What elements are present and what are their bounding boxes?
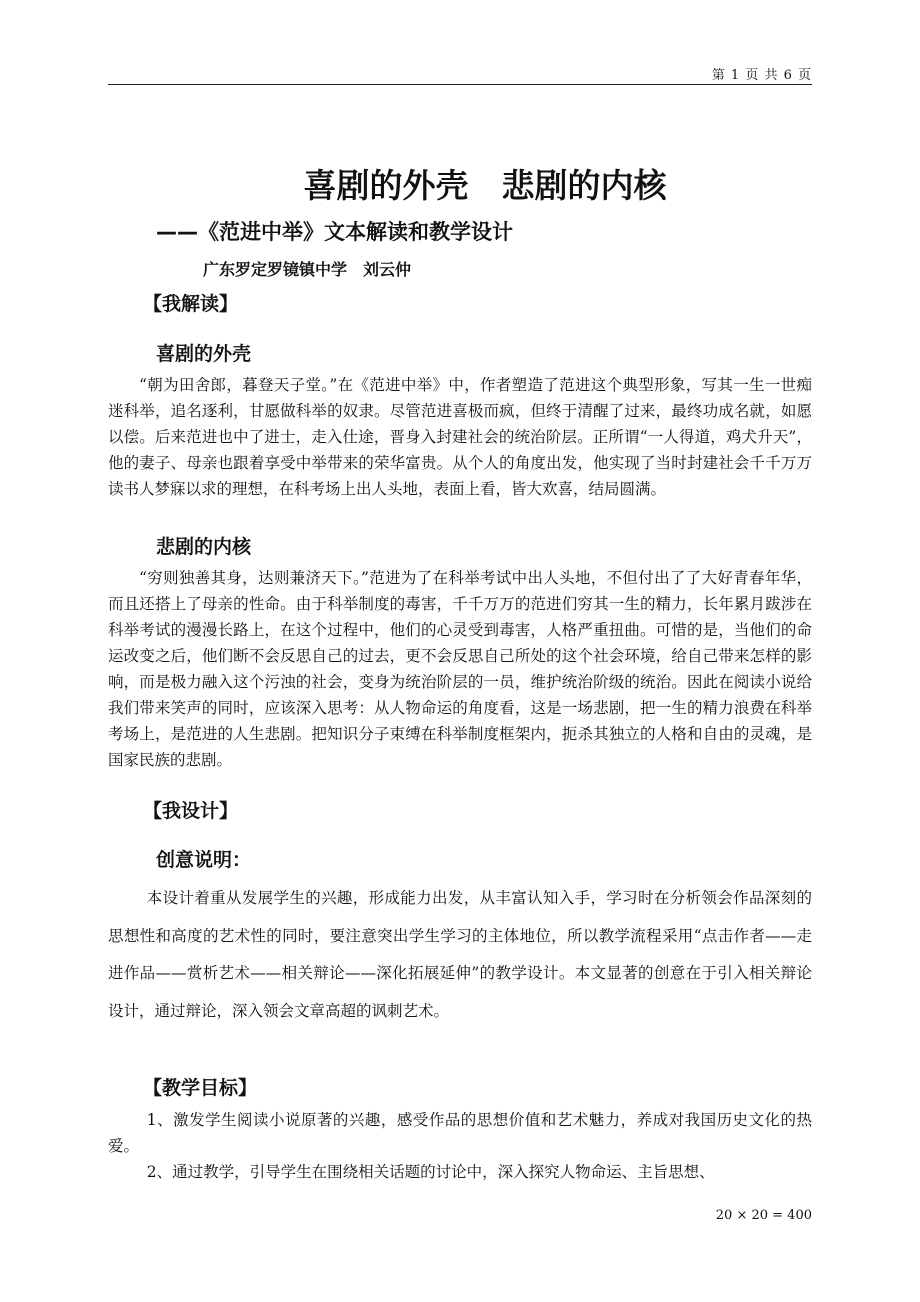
author-line: 广东罗定罗镜镇中学 刘云仲 [203, 260, 412, 279]
section-interpretation: 【我解读】 [143, 293, 239, 315]
document-subtitle: ——《范进中举》文本解读和教学设计 [156, 220, 513, 244]
goal-item-1: 1、激发学生阅读小说原著的兴趣，感受作品的思想价值和艺术魅力，养成对我国历史文化的热爱。 [108, 1111, 812, 1155]
page-indicator: 第 1 页 共 6 页 [711, 68, 812, 83]
paragraph-idea: 本设计着重从发展学生的兴趣，形成能力出发，从丰富认知入手，学习时在分析领会作品深刻的思想性和高度的艺术性的同时，要注意突出学生学习的主体地位，所以教学流程采用“点击作者——走进作品——赏析艺术——相关辩论——深化拓展延伸”的教学设计。本文显著的创意在于引入相关辩论设计，通过辩论，深入领会文章高超的讽刺艺术。 [108, 889, 812, 1020]
section-design: 【我设计】 [143, 800, 239, 822]
heading-tragedy: 悲剧的内核 [156, 536, 252, 558]
paragraph-comedy: “朝为田舍郎，暮登天子堂。”在《范进中举》中，作者塑造了范进这个典型形象，写其一生一世痴迷科举，追名逐利，甘愿做科举的奴隶。尽管范进喜极而疯，但终于清醒了过来，最终功成名就，如愿以偿。后来范进也中了进士，走入仕途，晋身入封建社会的统治阶层。正所谓“一人得道，鸡犬升天”，他的妻子、母亲也跟着享受中举带来的荣华富贵。从个人的角度出发，他实现了当时封建社会千千万万读书人梦寐以求的理想，在科考场上出人头地，表面上看，皆大欢喜，结局圆满。 [108, 376, 812, 498]
heading-comedy: 喜剧的外壳 [156, 343, 252, 365]
section-goals: 【教学目标】 [143, 1077, 258, 1099]
paragraph-tragedy: “穷则独善其身，达则兼济天下。”范进为了在科举考试中出人头地，不但付出了了大好青春年华，而且还搭上了母亲的性命。由于科举制度的毒害，千千万万的范进们穷其一生的精力，长年累月跋涉在科举考试的漫漫长路上，在这个过程中，他们的心灵受到毒害，人格严重扭曲。可惜的是，当他们的命运改变之后，他们断不会反思自己的过去，更不会反思自己所处的这个社会环境，给自己带来怎样的影响，而是极力融入这个污浊的社会，变身为统治阶层的一员，维护统治阶级的统治。因此在阅读小说给我们带来笑声的同时，应该深入思考：从人物命运的角度看，这是一场悲剧，把一生的精力浪费在科举考场上，是范进的人生悲剧。把知识分子束缚在科举制度框架内，扼杀其独立的人格和自由的灵魂，是国家民族的悲剧。 [108, 569, 812, 769]
heading-idea: 创意说明： [156, 849, 252, 871]
header-rule [108, 84, 812, 85]
goal-item-2: 2、通过教学，引导学生在围绕相关话题的讨论中，深入探究人物命运、主旨思想、 [146, 1163, 715, 1181]
document-title: 喜剧的外壳 悲剧的内核 [303, 166, 667, 205]
grid-note: 20 × 20 = 400 [715, 1208, 812, 1223]
